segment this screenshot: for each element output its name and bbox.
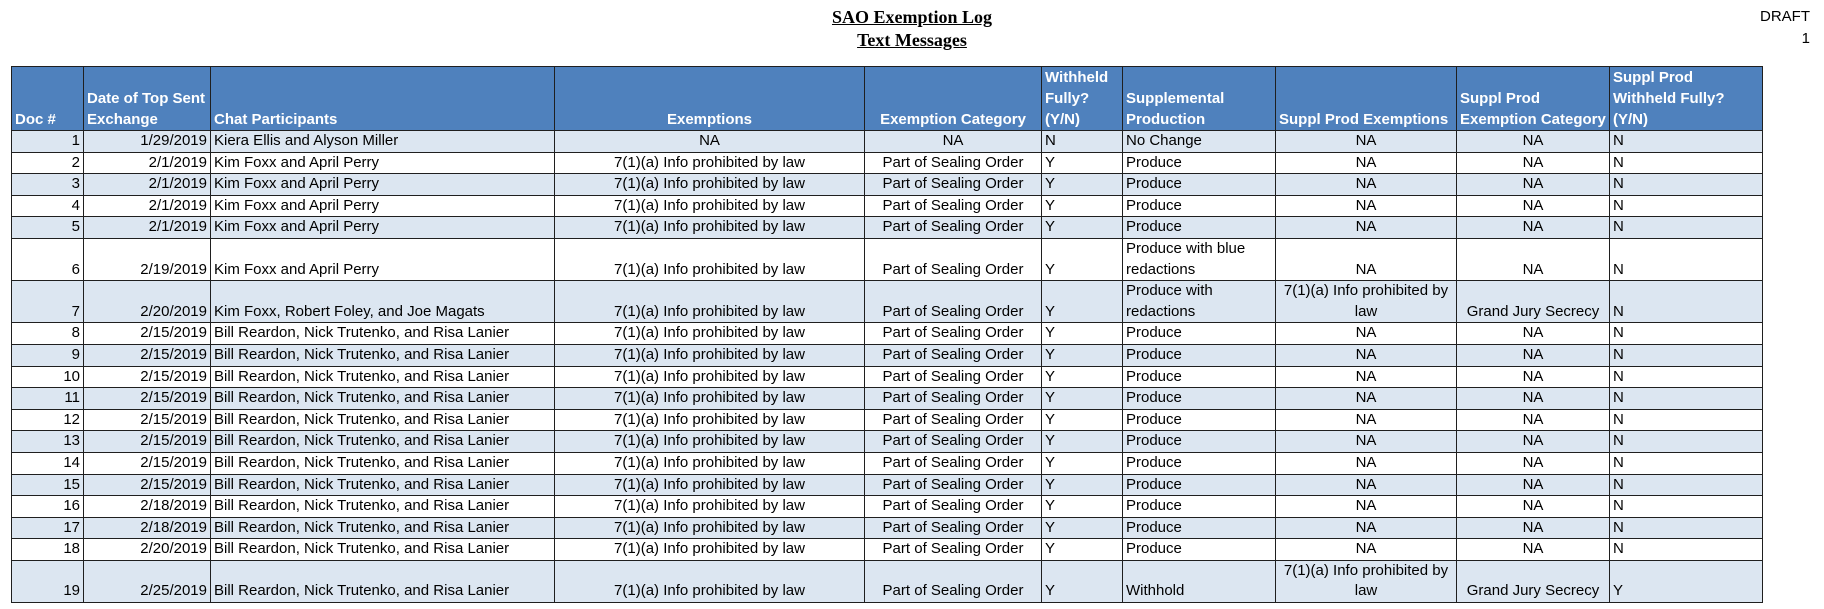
withheld-fully-cell: Y bbox=[1042, 152, 1123, 174]
table-row bbox=[12, 344, 1763, 366]
suppl-prod-exemption-category-cell: NA bbox=[1457, 366, 1610, 388]
exemptions-cell: 7(1)(a) Info prohibited by law bbox=[555, 474, 865, 496]
participants-cell: Kim Foxx and April Perry bbox=[211, 195, 555, 217]
suppl-prod-exemptions-cell: NA bbox=[1276, 474, 1457, 496]
withheld-fully-cell: Y bbox=[1042, 217, 1123, 239]
table-row bbox=[12, 388, 1763, 410]
table-row bbox=[12, 366, 1763, 388]
doc-number-cell: 15 bbox=[12, 474, 84, 496]
exemption-category-cell: Part of Sealing Order bbox=[865, 238, 1042, 280]
suppl-prod-exemption-category-cell: NA bbox=[1457, 474, 1610, 496]
table-row bbox=[12, 195, 1763, 217]
exemptions-cell: 7(1)(a) Info prohibited by law bbox=[555, 217, 865, 239]
suppl-prod-exemption-category-cell: NA bbox=[1457, 344, 1610, 366]
suppl-prod-exemptions-cell: NA bbox=[1276, 238, 1457, 280]
doc-number-cell: 17 bbox=[12, 517, 84, 539]
table-row bbox=[12, 323, 1763, 345]
suppl-prod-exemptions-cell: NA bbox=[1276, 517, 1457, 539]
doc-number-cell: 1 bbox=[12, 131, 84, 153]
doc-number-cell: 7 bbox=[12, 281, 84, 323]
withheld-fully-cell: Y bbox=[1042, 344, 1123, 366]
exemptions-cell: 7(1)(a) Info prohibited by law bbox=[555, 366, 865, 388]
withheld-fully-cell: Y bbox=[1042, 323, 1123, 345]
suppl-prod-exemptions-cell: 7(1)(a) Info prohibited by law bbox=[1276, 560, 1457, 602]
supplemental-production-cell: Produce bbox=[1123, 388, 1276, 410]
suppl-prod-withheld-fully-cell: N bbox=[1610, 238, 1763, 280]
doc-number-cell: 2 bbox=[12, 152, 84, 174]
column-header-date: Date of Top Sent Exchange bbox=[84, 67, 211, 131]
suppl-prod-withheld-fully-cell: N bbox=[1610, 474, 1763, 496]
withheld-fully-cell: Y bbox=[1042, 560, 1123, 602]
participants-cell: Bill Reardon, Nick Trutenko, and Risa Lanier bbox=[211, 517, 555, 539]
exemption-category-cell: Part of Sealing Order bbox=[865, 281, 1042, 323]
table-row bbox=[12, 431, 1763, 453]
participants-cell: Bill Reardon, Nick Trutenko, and Risa Lanier bbox=[211, 323, 555, 345]
supplemental-production-cell: Produce bbox=[1123, 366, 1276, 388]
date-cell: 2/19/2019 bbox=[84, 238, 211, 280]
suppl-prod-withheld-fully-cell: N bbox=[1610, 539, 1763, 561]
withheld-fully-cell: N bbox=[1042, 131, 1123, 153]
column-header-doc-number: Doc # bbox=[12, 67, 84, 131]
exemptions-cell: 7(1)(a) Info prohibited by law bbox=[555, 323, 865, 345]
suppl-prod-exemption-category-cell: NA bbox=[1457, 195, 1610, 217]
suppl-prod-withheld-fully-cell: N bbox=[1610, 388, 1763, 410]
draft-label: DRAFT bbox=[1760, 8, 1810, 25]
supplemental-production-cell: Produce bbox=[1123, 323, 1276, 345]
table-row bbox=[12, 174, 1763, 196]
date-cell: 2/15/2019 bbox=[84, 431, 211, 453]
exemption-log-table bbox=[11, 66, 1763, 603]
suppl-prod-exemption-category-cell: NA bbox=[1457, 323, 1610, 345]
suppl-prod-exemptions-cell: NA bbox=[1276, 366, 1457, 388]
table-row bbox=[12, 496, 1763, 518]
supplemental-production-cell: Produce bbox=[1123, 517, 1276, 539]
supplemental-production-cell: No Change bbox=[1123, 131, 1276, 153]
exemption-category-cell: Part of Sealing Order bbox=[865, 174, 1042, 196]
column-header-exemptions: Exemptions bbox=[555, 67, 865, 131]
column-header-withheld-fully: Withheld Fully? (Y/N) bbox=[1042, 67, 1123, 131]
suppl-prod-exemption-category-cell: NA bbox=[1457, 496, 1610, 518]
date-cell: 2/25/2019 bbox=[84, 560, 211, 602]
supplemental-production-cell: Produce bbox=[1123, 195, 1276, 217]
participants-cell: Kim Foxx and April Perry bbox=[211, 174, 555, 196]
doc-number-cell: 6 bbox=[12, 238, 84, 280]
suppl-prod-withheld-fully-cell: N bbox=[1610, 517, 1763, 539]
suppl-prod-exemptions-cell: NA bbox=[1276, 217, 1457, 239]
exemptions-cell: 7(1)(a) Info prohibited by law bbox=[555, 344, 865, 366]
suppl-prod-withheld-fully-cell: N bbox=[1610, 323, 1763, 345]
exemption-category-cell: Part of Sealing Order bbox=[865, 452, 1042, 474]
doc-number-cell: 14 bbox=[12, 452, 84, 474]
suppl-prod-withheld-fully-cell: N bbox=[1610, 344, 1763, 366]
exemptions-cell: 7(1)(a) Info prohibited by law bbox=[555, 388, 865, 410]
column-header-chat-participants: Chat Participants bbox=[211, 67, 555, 131]
doc-number-cell: 5 bbox=[12, 217, 84, 239]
suppl-prod-exemption-category-cell: NA bbox=[1457, 388, 1610, 410]
exemption-category-cell: Part of Sealing Order bbox=[865, 539, 1042, 561]
suppl-prod-exemptions-cell: NA bbox=[1276, 195, 1457, 217]
date-cell: 2/18/2019 bbox=[84, 517, 211, 539]
column-header-suppl-prod-exemptions: Suppl Prod Exemptions bbox=[1276, 67, 1457, 131]
exemptions-cell: 7(1)(a) Info prohibited by law bbox=[555, 431, 865, 453]
supplemental-production-cell: Produce bbox=[1123, 174, 1276, 196]
suppl-prod-exemption-category-cell: NA bbox=[1457, 517, 1610, 539]
exemptions-cell: 7(1)(a) Info prohibited by law bbox=[555, 238, 865, 280]
withheld-fully-cell: Y bbox=[1042, 496, 1123, 518]
supplemental-production-cell: Withhold bbox=[1123, 560, 1276, 602]
exemptions-cell: 7(1)(a) Info prohibited by law bbox=[555, 539, 865, 561]
table-row bbox=[12, 539, 1763, 561]
document-title bbox=[0, 6, 1824, 52]
participants-cell: Bill Reardon, Nick Trutenko, and Risa Lanier bbox=[211, 431, 555, 453]
suppl-prod-exemptions-cell: 7(1)(a) Info prohibited by law bbox=[1276, 281, 1457, 323]
suppl-prod-withheld-fully-cell: N bbox=[1610, 131, 1763, 153]
exemptions-cell: 7(1)(a) Info prohibited by law bbox=[555, 174, 865, 196]
suppl-prod-exemption-category-cell: NA bbox=[1457, 431, 1610, 453]
withheld-fully-cell: Y bbox=[1042, 195, 1123, 217]
supplemental-production-cell: Produce bbox=[1123, 344, 1276, 366]
exemptions-cell: 7(1)(a) Info prohibited by law bbox=[555, 195, 865, 217]
date-cell: 2/18/2019 bbox=[84, 496, 211, 518]
participants-cell: Bill Reardon, Nick Trutenko, and Risa Lanier bbox=[211, 474, 555, 496]
suppl-prod-exemptions-cell: NA bbox=[1276, 388, 1457, 410]
doc-number-cell: 12 bbox=[12, 409, 84, 431]
supplemental-production-cell: Produce bbox=[1123, 474, 1276, 496]
exemption-category-cell: Part of Sealing Order bbox=[865, 344, 1042, 366]
suppl-prod-withheld-fully-cell: N bbox=[1610, 496, 1763, 518]
withheld-fully-cell: Y bbox=[1042, 388, 1123, 410]
table-row bbox=[12, 217, 1763, 239]
suppl-prod-withheld-fully-cell: N bbox=[1610, 174, 1763, 196]
exemption-category-cell: Part of Sealing Order bbox=[865, 496, 1042, 518]
table-row bbox=[12, 452, 1763, 474]
suppl-prod-exemption-category-cell: NA bbox=[1457, 174, 1610, 196]
exemptions-cell: 7(1)(a) Info prohibited by law bbox=[555, 452, 865, 474]
date-cell: 1/29/2019 bbox=[84, 131, 211, 153]
date-cell: 2/1/2019 bbox=[84, 217, 211, 239]
suppl-prod-exemption-category-cell: Grand Jury Secrecy bbox=[1457, 281, 1610, 323]
exemption-category-cell: Part of Sealing Order bbox=[865, 195, 1042, 217]
table-row bbox=[12, 560, 1763, 602]
withheld-fully-cell: Y bbox=[1042, 409, 1123, 431]
participants-cell: Bill Reardon, Nick Trutenko, and Risa Lanier bbox=[211, 452, 555, 474]
suppl-prod-exemptions-cell: NA bbox=[1276, 431, 1457, 453]
participants-cell: Kim Foxx, Robert Foley, and Joe Magats bbox=[211, 281, 555, 323]
withheld-fully-cell: Y bbox=[1042, 431, 1123, 453]
doc-number-cell: 18 bbox=[12, 539, 84, 561]
withheld-fully-cell: Y bbox=[1042, 238, 1123, 280]
suppl-prod-exemption-category-cell: NA bbox=[1457, 238, 1610, 280]
suppl-prod-exemptions-cell: NA bbox=[1276, 152, 1457, 174]
date-cell: 2/20/2019 bbox=[84, 281, 211, 323]
participants-cell: Kiera Ellis and Alyson Miller bbox=[211, 131, 555, 153]
exemption-category-cell: Part of Sealing Order bbox=[865, 388, 1042, 410]
suppl-prod-exemptions-cell: NA bbox=[1276, 409, 1457, 431]
table-row bbox=[12, 131, 1763, 153]
withheld-fully-cell: Y bbox=[1042, 366, 1123, 388]
suppl-prod-exemption-category-cell: NA bbox=[1457, 217, 1610, 239]
exemption-category-cell: NA bbox=[865, 131, 1042, 153]
exemption-category-cell: Part of Sealing Order bbox=[865, 217, 1042, 239]
table-header bbox=[12, 67, 1763, 131]
exemptions-cell: 7(1)(a) Info prohibited by law bbox=[555, 409, 865, 431]
doc-number-cell: 4 bbox=[12, 195, 84, 217]
suppl-prod-exemptions-cell: NA bbox=[1276, 131, 1457, 153]
suppl-prod-exemptions-cell: NA bbox=[1276, 496, 1457, 518]
participants-cell: Bill Reardon, Nick Trutenko, and Risa Lanier bbox=[211, 539, 555, 561]
doc-number-cell: 13 bbox=[12, 431, 84, 453]
column-header-exemption-category: Exemption Category bbox=[865, 67, 1042, 131]
date-cell: 2/15/2019 bbox=[84, 366, 211, 388]
participants-cell: Bill Reardon, Nick Trutenko, and Risa Lanier bbox=[211, 496, 555, 518]
exemption-category-cell: Part of Sealing Order bbox=[865, 431, 1042, 453]
suppl-prod-withheld-fully-cell: N bbox=[1610, 452, 1763, 474]
supplemental-production-cell: Produce with redactions bbox=[1123, 281, 1276, 323]
suppl-prod-withheld-fully-cell: N bbox=[1610, 431, 1763, 453]
exemption-category-cell: Part of Sealing Order bbox=[865, 474, 1042, 496]
supplemental-production-cell: Produce bbox=[1123, 152, 1276, 174]
date-cell: 2/1/2019 bbox=[84, 195, 211, 217]
doc-number-cell: 19 bbox=[12, 560, 84, 602]
exemption-category-cell: Part of Sealing Order bbox=[865, 560, 1042, 602]
date-cell: 2/15/2019 bbox=[84, 323, 211, 345]
draft-stamp bbox=[1760, 6, 1810, 50]
supplemental-production-cell: Produce bbox=[1123, 431, 1276, 453]
exemption-category-cell: Part of Sealing Order bbox=[865, 517, 1042, 539]
withheld-fully-cell: Y bbox=[1042, 452, 1123, 474]
supplemental-production-cell: Produce bbox=[1123, 409, 1276, 431]
doc-number-cell: 16 bbox=[12, 496, 84, 518]
exemption-category-cell: Part of Sealing Order bbox=[865, 152, 1042, 174]
suppl-prod-exemption-category-cell: NA bbox=[1457, 452, 1610, 474]
table-row bbox=[12, 238, 1763, 280]
suppl-prod-withheld-fully-cell: N bbox=[1610, 152, 1763, 174]
withheld-fully-cell: Y bbox=[1042, 517, 1123, 539]
suppl-prod-exemption-category-cell: NA bbox=[1457, 131, 1610, 153]
suppl-prod-withheld-fully-cell: N bbox=[1610, 281, 1763, 323]
supplemental-production-cell: Produce bbox=[1123, 217, 1276, 239]
exemptions-cell: 7(1)(a) Info prohibited by law bbox=[555, 152, 865, 174]
withheld-fully-cell: Y bbox=[1042, 474, 1123, 496]
date-cell: 2/20/2019 bbox=[84, 539, 211, 561]
doc-number-cell: 10 bbox=[12, 366, 84, 388]
table-row bbox=[12, 281, 1763, 323]
exemption-category-cell: Part of Sealing Order bbox=[865, 323, 1042, 345]
exemptions-cell: NA bbox=[555, 131, 865, 153]
title-line-1: SAO Exemption Log bbox=[831, 7, 993, 27]
date-cell: 2/15/2019 bbox=[84, 388, 211, 410]
participants-cell: Bill Reardon, Nick Trutenko, and Risa Lanier bbox=[211, 366, 555, 388]
withheld-fully-cell: Y bbox=[1042, 539, 1123, 561]
doc-number-cell: 8 bbox=[12, 323, 84, 345]
participants-cell: Bill Reardon, Nick Trutenko, and Risa Lanier bbox=[211, 409, 555, 431]
suppl-prod-withheld-fully-cell: N bbox=[1610, 217, 1763, 239]
suppl-prod-exemptions-cell: NA bbox=[1276, 323, 1457, 345]
column-header-suppl-prod-withheld-fully: Suppl Prod Withheld Fully? (Y/N) bbox=[1610, 67, 1763, 131]
page-number: 1 bbox=[1801, 30, 1810, 47]
participants-cell: Bill Reardon, Nick Trutenko, and Risa Lanier bbox=[211, 388, 555, 410]
participants-cell: Kim Foxx and April Perry bbox=[211, 152, 555, 174]
suppl-prod-withheld-fully-cell: Y bbox=[1610, 560, 1763, 602]
withheld-fully-cell: Y bbox=[1042, 281, 1123, 323]
exemptions-cell: 7(1)(a) Info prohibited by law bbox=[555, 496, 865, 518]
supplemental-production-cell: Produce bbox=[1123, 539, 1276, 561]
date-cell: 2/15/2019 bbox=[84, 452, 211, 474]
exemption-category-cell: Part of Sealing Order bbox=[865, 409, 1042, 431]
header-row bbox=[12, 67, 1763, 131]
supplemental-production-cell: Produce bbox=[1123, 496, 1276, 518]
table-row bbox=[12, 474, 1763, 496]
title-line-2: Text Messages bbox=[857, 30, 967, 50]
participants-cell: Kim Foxx and April Perry bbox=[211, 217, 555, 239]
suppl-prod-exemptions-cell: NA bbox=[1276, 539, 1457, 561]
suppl-prod-withheld-fully-cell: N bbox=[1610, 409, 1763, 431]
supplemental-production-cell: Produce bbox=[1123, 452, 1276, 474]
participants-cell: Kim Foxx and April Perry bbox=[211, 238, 555, 280]
participants-cell: Bill Reardon, Nick Trutenko, and Risa Lanier bbox=[211, 344, 555, 366]
suppl-prod-withheld-fully-cell: N bbox=[1610, 195, 1763, 217]
suppl-prod-exemptions-cell: NA bbox=[1276, 344, 1457, 366]
table-row bbox=[12, 517, 1763, 539]
exemptions-cell: 7(1)(a) Info prohibited by law bbox=[555, 517, 865, 539]
date-cell: 2/1/2019 bbox=[84, 152, 211, 174]
suppl-prod-exemption-category-cell: NA bbox=[1457, 409, 1610, 431]
doc-number-cell: 3 bbox=[12, 174, 84, 196]
date-cell: 2/1/2019 bbox=[84, 174, 211, 196]
participants-cell: Bill Reardon, Nick Trutenko, and Risa Lanier bbox=[211, 560, 555, 602]
table-body bbox=[12, 131, 1763, 603]
suppl-prod-exemption-category-cell: Grand Jury Secrecy bbox=[1457, 560, 1610, 602]
column-header-supplemental-production: Supplemental Production bbox=[1123, 67, 1276, 131]
table-row bbox=[12, 409, 1763, 431]
date-cell: 2/15/2019 bbox=[84, 409, 211, 431]
table-row bbox=[12, 152, 1763, 174]
suppl-prod-exemptions-cell: NA bbox=[1276, 174, 1457, 196]
doc-number-cell: 11 bbox=[12, 388, 84, 410]
date-cell: 2/15/2019 bbox=[84, 474, 211, 496]
date-cell: 2/15/2019 bbox=[84, 344, 211, 366]
exemptions-cell: 7(1)(a) Info prohibited by law bbox=[555, 560, 865, 602]
doc-number-cell: 9 bbox=[12, 344, 84, 366]
exemption-category-cell: Part of Sealing Order bbox=[865, 366, 1042, 388]
column-header-suppl-prod-exemption-category: Suppl Prod Exemption Category bbox=[1457, 67, 1610, 131]
suppl-prod-exemptions-cell: NA bbox=[1276, 452, 1457, 474]
withheld-fully-cell: Y bbox=[1042, 174, 1123, 196]
suppl-prod-withheld-fully-cell: N bbox=[1610, 366, 1763, 388]
suppl-prod-exemption-category-cell: NA bbox=[1457, 539, 1610, 561]
supplemental-production-cell: Produce with blue redactions bbox=[1123, 238, 1276, 280]
exemptions-cell: 7(1)(a) Info prohibited by law bbox=[555, 281, 865, 323]
suppl-prod-exemption-category-cell: NA bbox=[1457, 152, 1610, 174]
